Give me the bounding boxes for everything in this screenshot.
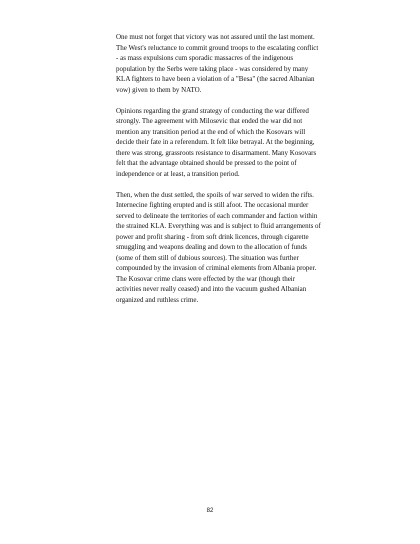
paragraph-3: Then, when the dust settled, the spoils of war served to widen the rifts. Internecine fighting erupted and is still afoot. The occasional murder served to delineate the territories of each commander and faction within the strained KLA. Everything was and is subject to fluid arrangements of power and profit sharing - from soft drink licences, through cigarette smuggling and weapons dealing and down to the allocation of funds (some of them still of dubious sources). The situation was further compounded by the invasion of criminal elements from Albania proper. The Kosovar crime clans were effected by the war (though their activities never really ceased) and into the vacuum gushed Albanian organized and ruthless crime. bbox=[116, 190, 321, 304]
body-text bbox=[116, 32, 322, 316]
page-number: 82 bbox=[206, 508, 214, 514]
paragraph-2: Opinions regarding the grand strategy of conducting the war differed strongly. The agreement with Milosevic that ended the war did not mention any transition period at the end of which the Kosovars will decide their fate in a referendum. It felt like betrayal. At the beginning, there was strong, grassroots resistance to disarmament. Many Kosovars felt that the advantage obtained should be pressed to the point of independence or at least, a transition period. bbox=[116, 106, 317, 178]
paragraph-1: One must not forget that victory was not assured until the last moment. The West's reluctance to commit ground troops to the escalating conflict - as mass expulsions cum sporadic massacres of the indigenous population by the Serbs were taking place - was considered by many KLA fighters to have been a violation of a "Besa" (the sacred Albanian vow) given to them by NATO. bbox=[116, 33, 319, 94]
